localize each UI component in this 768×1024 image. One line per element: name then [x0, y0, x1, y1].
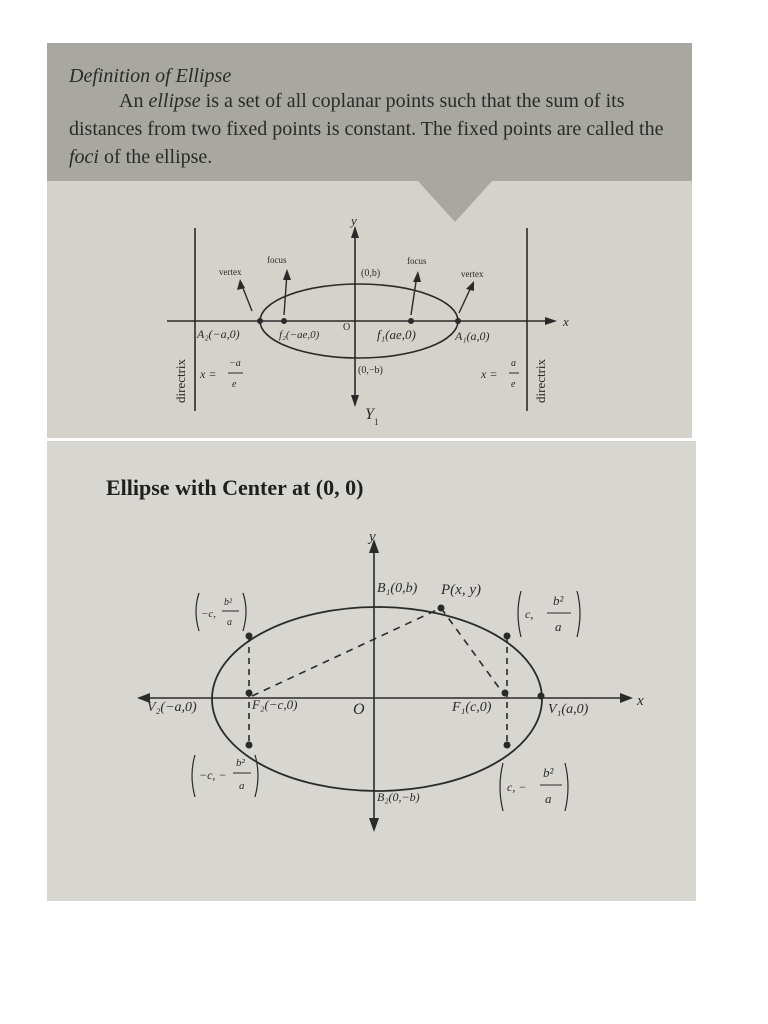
point-f2 [281, 318, 287, 324]
x-axis-label-bottom: x [637, 693, 644, 709]
bracket-lower-right [500, 763, 568, 811]
point-ul [246, 633, 253, 640]
b2-label: B₂(0,−b) [377, 790, 420, 804]
x-axis-arrow [545, 317, 557, 325]
focal-line-f2-p [252, 608, 441, 696]
bracket-ll-coord: −c, − [199, 768, 227, 782]
y-neg-sub: 1 [374, 417, 379, 427]
x-axis-label: x [563, 314, 569, 329]
origin-label-bottom: O [353, 701, 365, 718]
focus-right-pointer-head [413, 271, 421, 282]
vertex-left-label: vertex [219, 267, 242, 277]
bracket-ul-num: b² [224, 597, 232, 608]
point-a2 [257, 318, 263, 324]
point-a1 [455, 318, 461, 324]
bracket-lower-left [192, 755, 258, 797]
point-v1 [538, 693, 545, 700]
bracket-ur-den: a [555, 619, 562, 634]
dir-left-num: −a [229, 358, 241, 369]
bracket-ur-left [518, 591, 521, 637]
dir-right-den: e [511, 379, 516, 390]
bracket-ll-den: a [239, 780, 245, 792]
top-photo [47, 43, 692, 438]
point-f1 [408, 318, 414, 324]
bracket-ur-right [577, 591, 580, 637]
focus-left-label: focus [267, 255, 287, 265]
dir-right-num: a [511, 358, 516, 369]
point-f2-bottom [246, 690, 253, 697]
definition-prefix: An [119, 90, 149, 112]
definition-term: ellipse [148, 90, 201, 112]
bracket-ul-right [243, 593, 246, 631]
dir-right-eq: x = [481, 367, 498, 381]
point-ur [504, 633, 511, 640]
bracket-lr-num: b² [543, 765, 554, 780]
v2-label: V₂(−a,0) [147, 700, 197, 715]
definition-suffix: of the ellipse. [99, 146, 213, 168]
ellipse-directrix-diagram [47, 43, 692, 438]
f2-label-bottom: F₂(−c,0) [252, 697, 298, 712]
directrix-right-label: directrix [533, 358, 548, 403]
focus-left-pointer-head [283, 269, 291, 280]
bracket-ul-coord: −c, [201, 608, 217, 620]
definition-title: Definition of Ellipse [69, 65, 232, 87]
f2-label: f₂(−ae,0) [279, 329, 320, 341]
bottom-point-label: (0,−b) [358, 365, 383, 376]
bracket-ur-coord: c, [525, 607, 534, 621]
point-ll [246, 742, 253, 749]
focus-right-label: focus [407, 256, 427, 266]
bracket-ll-left [192, 755, 195, 797]
bracket-upper-right [518, 591, 580, 637]
dir-left-den: e [232, 379, 237, 390]
point-p [438, 605, 445, 612]
bracket-lr-left [500, 763, 503, 811]
focal-line-p-f1 [441, 608, 505, 696]
point-lr [504, 742, 511, 749]
y-axis-arrow-down [351, 395, 359, 407]
bracket-ur-num: b² [553, 593, 564, 608]
definition-foci: foci [69, 146, 99, 168]
definition-middle: is a set of all coplanar points such that the sum of its distances from two fixed points is constant. The fixed points are called the [69, 90, 664, 140]
bottom-photo [47, 441, 696, 901]
bracket-ll-num: b² [236, 757, 245, 769]
y-axis-bottom-arrow [369, 818, 379, 832]
f1-label: f₁(ae,0) [377, 327, 416, 342]
directrix-left-label: directrix [173, 358, 188, 403]
bracket-ul-den: a [227, 617, 232, 628]
point-f1-bottom [502, 690, 509, 697]
bracket-ul-left [196, 593, 199, 631]
f1-label-bottom: F₁(c,0) [452, 700, 492, 715]
bracket-lr-right [565, 763, 568, 811]
bracket-upper-left [196, 593, 246, 631]
y-neg-label: Y [365, 406, 374, 423]
b1-label: B₁(0,b) [377, 581, 418, 596]
a1-label: A₁(a,0) [455, 329, 490, 343]
bracket-lr-coord: c, − [507, 780, 527, 794]
top-point-label: (0,b) [361, 268, 381, 279]
x-axis-right-arrow [620, 693, 633, 703]
a2-label: A₂(−a,0) [197, 327, 240, 341]
bracket-lr-den: a [545, 791, 552, 806]
bottom-title: Ellipse with Center at (0, 0) [106, 475, 364, 500]
vertex-right-pointer-head [466, 281, 474, 291]
p-label: P(x, y) [441, 582, 481, 598]
dir-left-eq: x = [200, 367, 217, 381]
ellipse-center-diagram [47, 441, 696, 901]
v1-label: V₁(a,0) [548, 702, 589, 717]
origin-label: O [343, 322, 351, 333]
y-axis-label: y [351, 213, 357, 228]
vertex-right-label: vertex [461, 269, 484, 279]
y-axis-label-bottom: y [369, 529, 376, 545]
